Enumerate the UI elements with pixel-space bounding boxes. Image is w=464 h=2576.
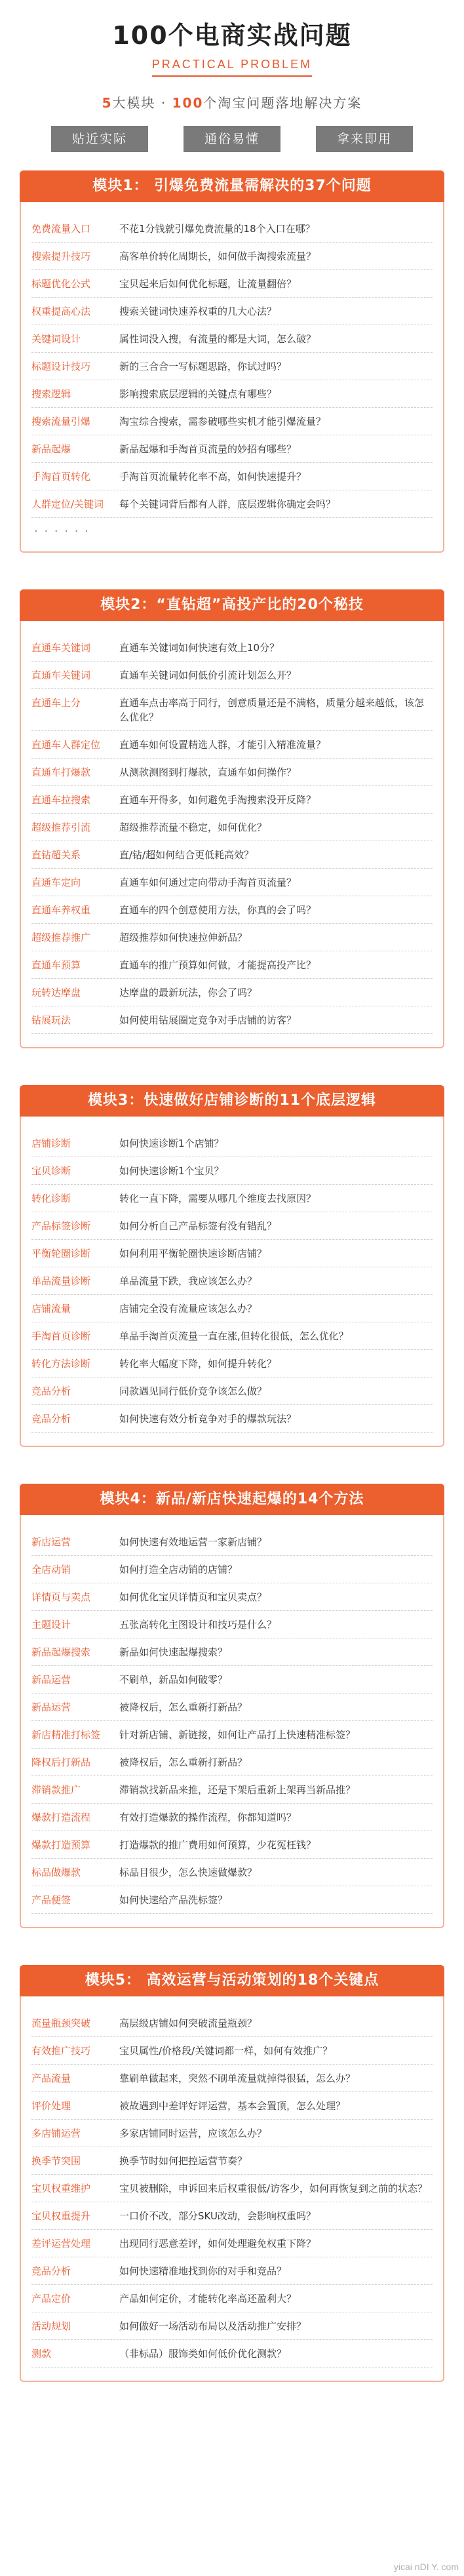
problem-row bbox=[31, 1405, 433, 1433]
problem-question: 如何快速给产品洗标签？ bbox=[119, 1894, 228, 1906]
module-title: 模块1： 引爆免费流量需解决的37个问题 bbox=[20, 170, 444, 202]
problem-question: 产品如何定价，才能转化率高还盈利大？ bbox=[119, 2293, 297, 2305]
problem-question: 超级推荐流量不稳定，如何优化？ bbox=[119, 822, 267, 833]
page-subtitle: PRACTICAL PROBLEM bbox=[152, 58, 312, 77]
problem-row bbox=[31, 1267, 433, 1295]
module-section bbox=[20, 1965, 444, 2382]
problem-list bbox=[31, 215, 433, 518]
problem-question: 影响搜索底层逻辑的关键点有哪些？ bbox=[119, 388, 277, 400]
problem-question: 如何快速有效地运营一家新店铺？ bbox=[119, 1536, 267, 1548]
problem-row bbox=[31, 2257, 433, 2285]
problem-tag: 有效推广技巧 bbox=[31, 2045, 91, 2057]
problem-row bbox=[31, 1130, 433, 1157]
problem-question: 直通车如何设置精选人群，才能引入精准流量？ bbox=[119, 739, 326, 751]
problem-row bbox=[31, 814, 433, 841]
problem-tag: 人群定位/关键词 bbox=[31, 498, 104, 510]
problem-question: 宝贝被删除，申诉回来后权重很低/访客少，如何再恢复到之前的状态？ bbox=[119, 2183, 428, 2194]
problem-question: 出现同行恶意差评，如何处理避免权重下降？ bbox=[119, 2238, 317, 2249]
problem-row bbox=[31, 2230, 433, 2257]
problem-question: 不花1分钱就引爆免费流量的18个入口在哪？ bbox=[119, 223, 315, 235]
problem-row bbox=[31, 841, 433, 869]
problem-tag: 测款 bbox=[31, 2348, 52, 2360]
problem-tag: 主题设计 bbox=[31, 1619, 71, 1631]
problem-tag: 免费流量入口 bbox=[31, 223, 91, 235]
problem-tag: 直通车养权重 bbox=[31, 904, 91, 916]
problem-tag: 直钻超关系 bbox=[31, 849, 81, 861]
problem-list bbox=[31, 2010, 433, 2368]
problem-question: 五张高转化主图设计和技巧是什么？ bbox=[119, 1619, 277, 1631]
problem-row bbox=[31, 380, 433, 408]
problem-question: 转化一直下降，需要从哪几个维度去找原因？ bbox=[119, 1193, 317, 1204]
problem-tag: 新店运营 bbox=[31, 1536, 71, 1548]
tagline-module-count: 5 bbox=[102, 95, 113, 111]
problem-question: 靠刷单做起来，突然不刷单流量就掉得很猛，怎么办？ bbox=[119, 2072, 356, 2084]
problem-tag: 标题设计技巧 bbox=[31, 361, 91, 372]
problem-row bbox=[31, 1322, 433, 1350]
problem-row bbox=[31, 408, 433, 435]
problem-row bbox=[31, 2037, 433, 2065]
problem-question: 针对新店铺、新链接，如何让产品打上快速精准标签？ bbox=[119, 1729, 356, 1741]
problem-row bbox=[31, 979, 433, 1006]
problem-row bbox=[31, 1611, 433, 1638]
problem-tag: 直通车拉搜索 bbox=[31, 794, 91, 806]
problem-question: 被降权后，怎么重新打新品？ bbox=[119, 1701, 248, 1713]
problem-question: 如何快速诊断1个宝贝？ bbox=[119, 1165, 224, 1177]
problem-question: 多家店铺同时运营，应该怎么办？ bbox=[119, 2128, 267, 2139]
problem-tag: 超级推荐引流 bbox=[31, 822, 91, 833]
header bbox=[0, 20, 464, 152]
problem-question: 直通车的推广预算如何做，才能提高投产比？ bbox=[119, 959, 317, 971]
problem-row bbox=[31, 1583, 433, 1611]
badge-ready: 拿来即用 bbox=[316, 126, 413, 152]
problem-tag: 宝贝权重提升 bbox=[31, 2210, 91, 2222]
problem-tag: 详情页与卖点 bbox=[31, 1591, 91, 1603]
problem-row bbox=[31, 2065, 433, 2092]
problem-tag: 滞销款推广 bbox=[31, 1784, 81, 1796]
problem-row bbox=[31, 270, 433, 298]
tagline-rest: 个淘宝问题落地解决方案 bbox=[203, 95, 362, 111]
problem-row bbox=[31, 951, 433, 979]
module-title: 模块5： 高效运营与活动策划的18个关键点 bbox=[20, 1965, 444, 1996]
problem-row bbox=[31, 1776, 433, 1804]
problem-tag: 超级推荐推广 bbox=[31, 932, 91, 943]
problem-tag: 转化诊断 bbox=[31, 1193, 71, 1204]
problem-tag: 搜索流量引爆 bbox=[31, 416, 91, 427]
problem-row bbox=[31, 1638, 433, 1666]
problem-question: 换季节时如何把控运营节奏？ bbox=[119, 2155, 248, 2167]
problem-question: 直通车关键词如何快速有效上10分？ bbox=[119, 642, 280, 654]
problem-row bbox=[31, 2340, 433, 2368]
problem-tag: 平衡轮圈诊断 bbox=[31, 1248, 91, 1259]
problem-tag: 手淘首页转化 bbox=[31, 471, 91, 483]
problem-row bbox=[31, 924, 433, 951]
problem-row bbox=[31, 298, 433, 325]
problem-tag: 直通车上分 bbox=[31, 697, 81, 709]
problem-tag: 新店精准打标签 bbox=[31, 1729, 101, 1741]
problem-question: 直通车开得多，如何避免手淘搜索没开反降？ bbox=[119, 794, 317, 806]
problem-question: 直通车的四个创意使用方法，你真的会了吗？ bbox=[119, 904, 317, 916]
problem-row bbox=[31, 1721, 433, 1749]
problem-question: 一口价不改，部分SKU改动，会影响权重吗？ bbox=[119, 2210, 316, 2222]
badge-easy: 通俗易懂 bbox=[184, 126, 280, 152]
problem-list bbox=[31, 1528, 433, 1914]
problem-question: 直通车点击率高于同行，创意质量还是不满格，质量分越来越低，该怎么优化？ bbox=[119, 697, 425, 723]
problem-tag: 竞品分析 bbox=[31, 1385, 71, 1397]
problem-tag: 直通车人群定位 bbox=[31, 739, 101, 751]
problem-row bbox=[31, 731, 433, 759]
problem-row bbox=[31, 1528, 433, 1556]
problem-question: 如何快速精准地找到你的对手和竞品？ bbox=[119, 2265, 287, 2277]
problem-tag: 降权后打新品 bbox=[31, 1756, 91, 1768]
problem-question: 宝贝属性/价格段/关键词都一样，如何有效推广？ bbox=[119, 2045, 333, 2057]
problem-question: 淘宝综合搜索，需参破哪些实机才能引爆流量？ bbox=[119, 416, 326, 427]
badge-practical: 贴近实际 bbox=[51, 126, 148, 152]
problem-tag: 竞品分析 bbox=[31, 1413, 71, 1425]
problem-tag: 竞品分析 bbox=[31, 2265, 71, 2277]
watermark: yicai nDI Y. com bbox=[393, 2562, 459, 2572]
problem-tag: 标题优化公式 bbox=[31, 278, 91, 290]
problem-question: 搜索关键词快速养权重的几大心法？ bbox=[119, 306, 277, 317]
problem-question: 标品目很少，怎么快速做爆款？ bbox=[119, 1867, 258, 1878]
problem-row bbox=[31, 1859, 433, 1886]
problem-tag: 产品标签诊断 bbox=[31, 1220, 91, 1232]
problem-tag: 店铺流量 bbox=[31, 1303, 71, 1315]
problem-row bbox=[31, 1157, 433, 1185]
problem-tag: 直通车预算 bbox=[31, 959, 81, 971]
problem-question: 高层级店铺如何突破流量瓶颈？ bbox=[119, 2017, 258, 2029]
problem-row bbox=[31, 2312, 433, 2340]
badge-row bbox=[0, 126, 464, 152]
problem-question: 新品起爆和手淘首页流量的妙招有哪些？ bbox=[119, 443, 297, 455]
problem-question: 同款遇见同行低价竞争该怎么做？ bbox=[119, 1385, 267, 1397]
problem-tag: 产品定价 bbox=[31, 2293, 71, 2305]
problem-row bbox=[31, 435, 433, 463]
problem-tag: 宝贝权重维护 bbox=[31, 2183, 91, 2194]
problem-row bbox=[31, 1295, 433, 1322]
problem-row bbox=[31, 1831, 433, 1859]
problem-tag: 新品起爆搜索 bbox=[31, 1646, 91, 1658]
problem-row bbox=[31, 786, 433, 814]
problem-question: 直通车关键词如何低价引流计划怎么开？ bbox=[119, 669, 297, 681]
problem-tag: 钻展玩法 bbox=[31, 1014, 71, 1026]
module-section bbox=[20, 1085, 444, 1447]
problem-tag: 直通车打爆款 bbox=[31, 766, 91, 778]
problem-row bbox=[31, 662, 433, 689]
problem-row bbox=[31, 243, 433, 270]
problem-question: 被降权后，怎么重新打新品？ bbox=[119, 1756, 248, 1768]
problem-question: 如何快速有效分析竞争对手的爆款玩法？ bbox=[119, 1413, 297, 1425]
problem-tag: 直通车关键词 bbox=[31, 642, 91, 654]
problem-row bbox=[31, 2147, 433, 2175]
problem-question: 从测款测图到打爆款，直通车如何操作？ bbox=[119, 766, 297, 778]
problem-row bbox=[31, 463, 433, 490]
problem-question: 如何做好一场活动布局以及活动推广安排？ bbox=[119, 2320, 307, 2332]
problem-row bbox=[31, 1006, 433, 1034]
problem-tag: 流量瓶颈突破 bbox=[31, 2017, 91, 2029]
problem-question: 不刷单，新品如何破零？ bbox=[119, 1674, 228, 1686]
problem-tag: 权重提高心法 bbox=[31, 306, 91, 317]
problem-tag: 标品做爆款 bbox=[31, 1867, 81, 1878]
problem-tag: 直通车定向 bbox=[31, 877, 81, 888]
module-title: 模块2：“直钻超”高投产比的20个秘技 bbox=[20, 589, 444, 621]
problem-row bbox=[31, 1804, 433, 1831]
problem-row bbox=[31, 1666, 433, 1694]
problem-question: 每个关键词背后都有人群，底层逻辑你确定会吗？ bbox=[119, 498, 336, 510]
problem-question: 如何优化宝贝详情页和宝贝卖点？ bbox=[119, 1591, 267, 1603]
problem-question: 如何打造全店动销的店铺？ bbox=[119, 1564, 238, 1575]
problem-question: 滞销款找新品来推，还是下架后重新上架再当新品推？ bbox=[119, 1784, 356, 1796]
module-section bbox=[20, 1484, 444, 1928]
module-section bbox=[20, 170, 444, 553]
problem-question: 直/钻/超如何结合更低耗高效？ bbox=[119, 849, 254, 861]
problem-question: 新的三合合一写标题思路，你试过吗？ bbox=[119, 361, 287, 372]
problem-row bbox=[31, 1350, 433, 1377]
more-ellipsis: · · · · · · bbox=[34, 525, 90, 538]
module-title: 模块4：新品/新店快速起爆的14个方法 bbox=[20, 1484, 444, 1515]
problem-row bbox=[31, 1185, 433, 1212]
tagline-mid: 大模块 · bbox=[112, 95, 172, 111]
tagline-problem-count: 100 bbox=[172, 95, 204, 111]
tagline bbox=[0, 92, 464, 111]
problem-tag: 换季节突围 bbox=[31, 2155, 81, 2167]
problem-question: 手淘首页流量转化率不高，如何快速提升？ bbox=[119, 471, 307, 483]
problem-row bbox=[31, 689, 433, 731]
problem-question: 打造爆款的推广费用如何预算，少花冤枉钱？ bbox=[119, 1839, 317, 1851]
problem-tag: 关键词设计 bbox=[31, 333, 81, 345]
problem-row bbox=[31, 1556, 433, 1583]
problem-tag: 转化方法诊断 bbox=[31, 1358, 91, 1370]
problem-question: 超级推荐如何快速拉伸新品？ bbox=[119, 932, 248, 943]
problem-row bbox=[31, 2010, 433, 2037]
problem-row bbox=[31, 1749, 433, 1776]
problem-tag: 爆款打造流程 bbox=[31, 1812, 91, 1823]
problem-question: 高客单价转化周期长，如何做手淘搜索流量？ bbox=[119, 250, 317, 262]
problem-question: 单品手淘首页流量一直在涨,但转化很低，怎么优化？ bbox=[119, 1330, 349, 1342]
problem-tag: 手淘首页诊断 bbox=[31, 1330, 91, 1342]
problem-tag: 产品便签 bbox=[31, 1894, 71, 1906]
problem-tag: 多店铺运营 bbox=[31, 2128, 81, 2139]
problem-question: 如何分析自己产品标签有没有错乱？ bbox=[119, 1220, 277, 1232]
problem-row bbox=[31, 1240, 433, 1267]
problem-tag: 新品起爆 bbox=[31, 443, 71, 455]
problem-row bbox=[31, 325, 433, 353]
problem-tag: 店铺诊断 bbox=[31, 1138, 71, 1149]
problem-question: 属性词没入搜，有流量的都是大词，怎么破？ bbox=[119, 333, 317, 345]
problem-tag: 爆款打造预算 bbox=[31, 1839, 91, 1851]
problem-question: 如何利用平衡轮圈快速诊断店铺？ bbox=[119, 1248, 267, 1259]
problem-row bbox=[31, 2175, 433, 2202]
module-title: 模块3：快速做好店铺诊断的11个底层逻辑 bbox=[20, 1085, 444, 1117]
problem-tag: 新品运营 bbox=[31, 1674, 71, 1686]
problem-tag: 新品运营 bbox=[31, 1701, 71, 1713]
problem-row bbox=[31, 634, 433, 662]
problem-tag: 宝贝诊断 bbox=[31, 1165, 71, 1177]
problem-tag: 玩转达摩盘 bbox=[31, 987, 81, 999]
problem-row bbox=[31, 759, 433, 786]
problem-row bbox=[31, 353, 433, 380]
problem-question: 如何使用钻展圈定竞争对手店铺的访客？ bbox=[119, 1014, 297, 1026]
problem-tag: 搜索逻辑 bbox=[31, 388, 71, 400]
problem-tag: 直通车关键词 bbox=[31, 669, 91, 681]
problem-row bbox=[31, 2092, 433, 2120]
problem-tag: 差评运营处理 bbox=[31, 2238, 91, 2249]
problem-question: 新品如何快速起爆搜索？ bbox=[119, 1646, 228, 1658]
problem-question: 如何快速诊断1个店铺？ bbox=[119, 1138, 224, 1149]
problem-question: 转化率大幅度下降，如何提升转化？ bbox=[119, 1358, 277, 1370]
problem-list bbox=[31, 634, 433, 1034]
problem-question: 宝贝起来后如何优化标题，让流量翻倍？ bbox=[119, 278, 297, 290]
problem-question: （非标品）服饰类如何低价优化测款？ bbox=[119, 2348, 287, 2360]
problem-tag: 搜索提升技巧 bbox=[31, 250, 91, 262]
problem-row bbox=[31, 2202, 433, 2230]
problem-row bbox=[31, 2285, 433, 2312]
problem-question: 达摩盘的最新玩法，你会了吗？ bbox=[119, 987, 258, 999]
problem-row bbox=[31, 1212, 433, 1240]
page-title: 100个电商实战问题 bbox=[112, 21, 352, 50]
problem-question: 被故遇到中差评好评运营，基本会置顶，怎么处理？ bbox=[119, 2100, 346, 2112]
problem-question: 店铺完全没有流量应该怎么办？ bbox=[119, 1303, 258, 1315]
problem-row bbox=[31, 1886, 433, 1914]
problem-row bbox=[31, 1694, 433, 1721]
problem-tag: 产品流量 bbox=[31, 2072, 71, 2084]
problem-list bbox=[31, 1130, 433, 1433]
problem-tag: 活动规划 bbox=[31, 2320, 71, 2332]
problem-tag: 全店动销 bbox=[31, 1564, 71, 1575]
problem-question: 单品流量下跌，我应该怎么办？ bbox=[119, 1275, 258, 1287]
problem-row bbox=[31, 215, 433, 243]
module-section bbox=[20, 589, 444, 1048]
problem-row bbox=[31, 896, 433, 924]
problem-tag: 单品流量诊断 bbox=[31, 1275, 91, 1287]
problem-question: 直通车如何通过定向带动手淘首页流量？ bbox=[119, 877, 297, 888]
problem-row bbox=[31, 869, 433, 896]
problem-row bbox=[31, 2120, 433, 2147]
problem-row bbox=[31, 490, 433, 518]
problem-tag: 评价处理 bbox=[31, 2100, 71, 2112]
problem-question: 有效打造爆款的操作流程，你都知道吗？ bbox=[119, 1812, 297, 1823]
problem-row bbox=[31, 1377, 433, 1405]
